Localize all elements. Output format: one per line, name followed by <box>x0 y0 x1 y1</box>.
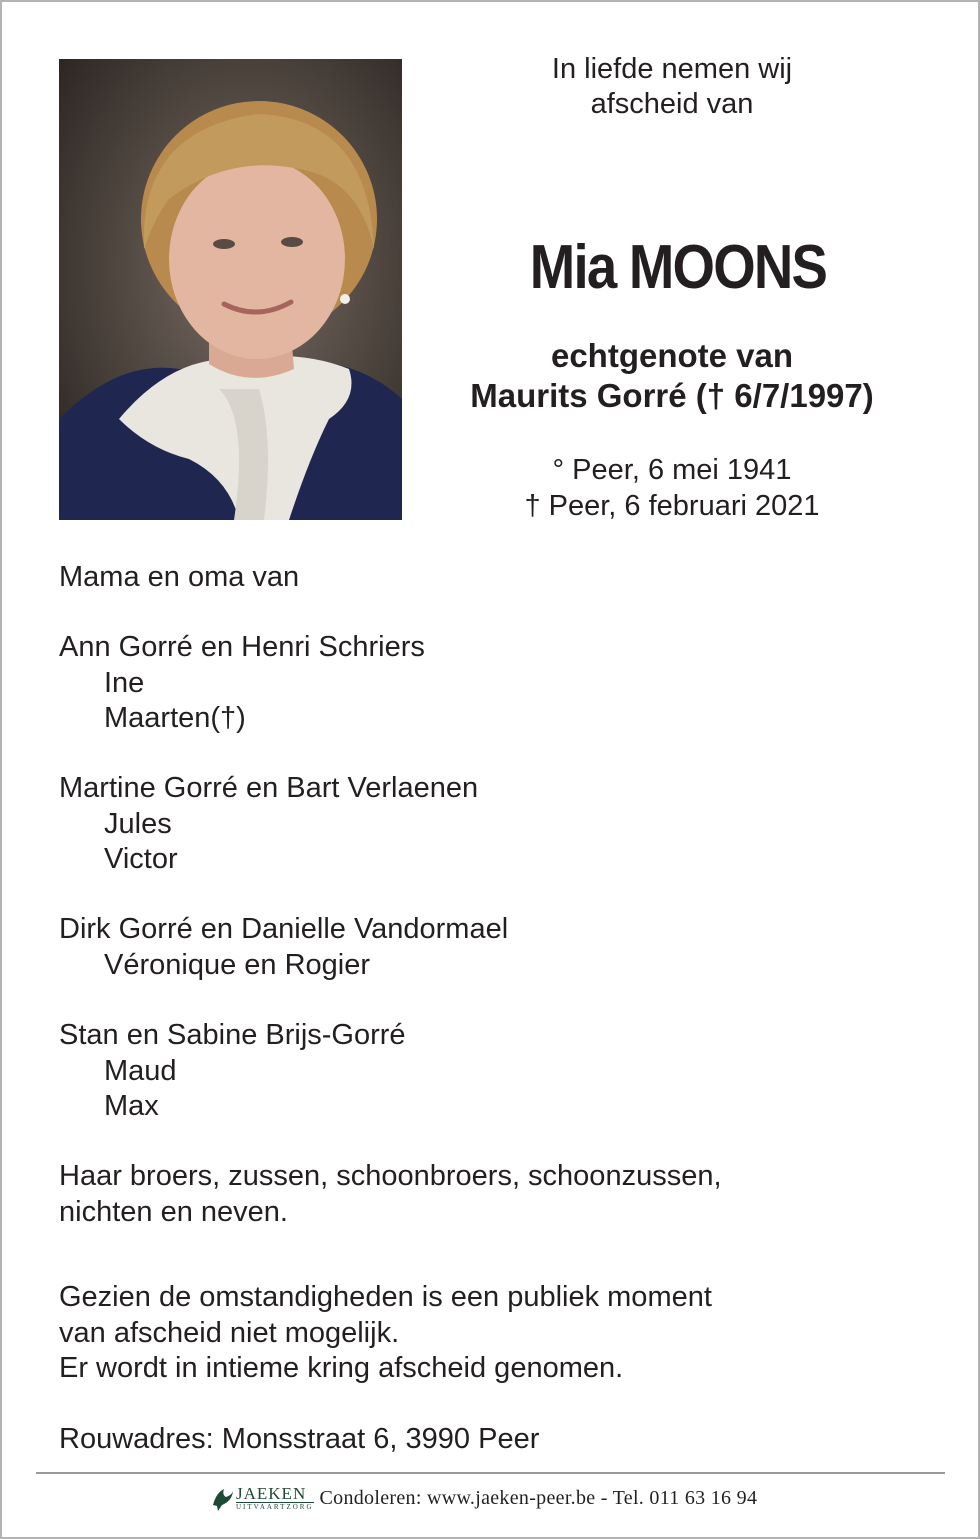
intro-line: In liefde nemen wij <box>551 53 793 85</box>
deceased-name: Mia MOONS <box>529 233 827 302</box>
family-child: Victor <box>104 843 178 875</box>
birth-date: ° Peer, 6 mei 1941 <box>552 454 792 486</box>
notice-line: Gezien de omstandigheden is een publiek moment <box>59 1281 712 1313</box>
notice-line: Er wordt in intieme kring afscheid genomen. <box>59 1352 624 1384</box>
relatives-line: Haar broers, zussen, schoonbroers, schoonzussen, <box>59 1160 722 1192</box>
footer <box>210 1478 757 1518</box>
family-child: Maarten(†) <box>104 702 246 734</box>
family-intro-text: Mama en oma van <box>59 561 300 593</box>
life-dates <box>402 452 942 524</box>
intro-text <box>402 52 942 122</box>
spouse-line: echtgenote van <box>550 337 794 374</box>
family-child: Max <box>104 1090 159 1122</box>
family-child: Véronique en Rogier <box>104 948 371 981</box>
family-child: Maud <box>104 1054 177 1087</box>
family-child: Ine <box>104 666 145 699</box>
family-intro <box>59 560 299 596</box>
address-text: Rouwadres: Monsstraat 6, 3990 Peer <box>59 1423 540 1455</box>
notice-line: van afscheid niet mogelijk. <box>59 1316 400 1349</box>
logo-name: JAEKEN <box>236 1483 307 1503</box>
mourning-address <box>59 1422 539 1458</box>
family-parents: Martine Gorré en Bart Verlaenen <box>59 772 479 804</box>
family-group <box>59 630 425 737</box>
dove-icon <box>210 1483 234 1513</box>
relatives <box>59 1159 722 1230</box>
family-group <box>59 912 508 983</box>
relatives-line: nichten en neven. <box>59 1195 288 1228</box>
footer-contact: Condoleren: www.jaeken-peer.be - Tel. 011 63 16 94 <box>319 1486 758 1509</box>
spouse-info <box>402 336 942 416</box>
funeral-home-logo <box>210 1483 314 1513</box>
death-date: † Peer, 6 februari 2021 <box>524 490 820 522</box>
notice <box>59 1280 712 1387</box>
family-group <box>59 1018 406 1125</box>
intro-line: afscheid van <box>590 88 754 120</box>
family-parents: Stan en Sabine Brijs-Gorré <box>59 1019 406 1051</box>
family-parents: Ann Gorré en Henri Schriers <box>59 631 425 663</box>
family-child: Jules <box>104 807 172 840</box>
portrait-photo <box>59 59 402 520</box>
family-parents: Dirk Gorré en Danielle Vandormael <box>59 913 509 945</box>
spouse-line: Maurits Gorré († 6/7/1997) <box>470 377 874 414</box>
logo-subtitle: UITVAARTZORG <box>236 1502 314 1511</box>
footer-divider <box>36 1472 945 1474</box>
family-group <box>59 771 478 878</box>
